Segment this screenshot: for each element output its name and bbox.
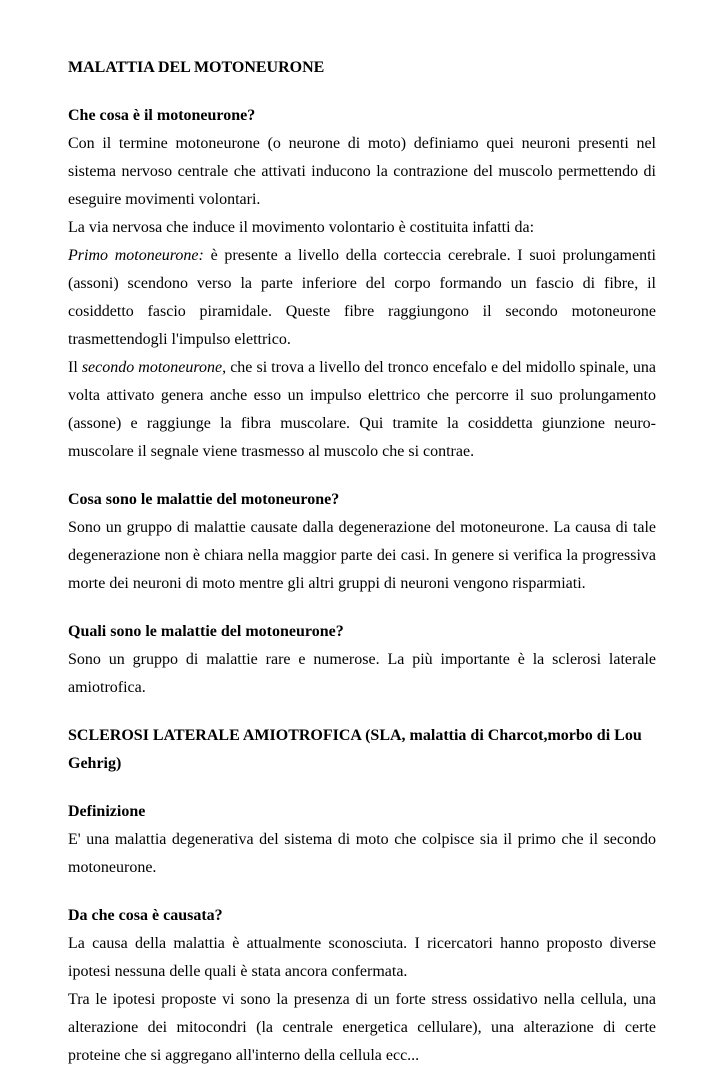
paragraph-motoneuron-definition: Con il termine motoneurone (o neurone di moto) definiamo quei neuroni presenti nel sistema nervoso centrale che attivati inducono la contrazione del muscolo permettendo di eseguire movimenti volontari. xyxy=(68,135,656,208)
text-run: è presente a livello della corteccia cerebrale. I suoi prolungamenti (assoni) scendono verso la parte inferiore del corpo formando un fascio di fibre, il cosiddetto fascio piramidale. Queste fibre raggiungono il secondo motoneurone trasmettendogli l'impulso elettrico. xyxy=(68,247,656,348)
paragraph-first-motoneuron xyxy=(68,242,656,354)
heading-what-causes-it: Da che cosa è causata? xyxy=(68,907,223,924)
paragraph-cause-unknown: La causa della malattia è attualmente sconosciuta. I ricercatori hanno proposto diverse ipotesi nessuna delle quali è stata ancora confermata. xyxy=(68,935,656,980)
paragraph-diseases-description: Sono un gruppo di malattie causate dalla degenerazione del motoneurone. La causa di tale degenerazione non è chiara nella maggior parte dei casi. In genere si verifica la progressiva morte dei neuroni di moto mentre gli altri gruppi di neuroni vengono risparmiati. xyxy=(68,519,656,592)
paragraph-second-motoneuron xyxy=(68,354,656,466)
paragraph-nerve-pathway-intro: La via nervosa che induce il movimento volontario è costituita infatti da: xyxy=(68,219,535,236)
text-run: Il xyxy=(68,359,82,376)
italic-run-secondo-motoneurone: secondo motoneurone xyxy=(81,359,223,376)
paragraph-hypotheses: Tra le ipotesi proposte vi sono la presenza di un forte stress ossidativo nella cellula, una alterazione dei mitocondri (la centrale energetica cellulare), una alterazione di certe proteine che si aggregano all'interno della cellula ecc... xyxy=(68,991,656,1064)
heading-what-is-motoneuron: Che cosa è il motoneurone? xyxy=(68,107,256,124)
heading-sla-title: SCLEROSI LATERALE AMIOTROFICA (SLA, malattia di Charcot,morbo di Lou Gehrig) xyxy=(68,727,642,772)
heading-definition: Definizione xyxy=(68,803,146,820)
text-run: , che si trova a livello del tronco encefalo e del midollo spinale, una volta attivato genera anche esso un impulso elettrico che percorre il suo prolungamento (assone) e raggiunge la fibra muscolare. Qui tramite la cosiddetta giunzione neuro-muscolare il segnale viene trasmesso al muscolo che si contrae. xyxy=(68,359,657,460)
heading-what-are-motoneuron-diseases: Cosa sono le malattie del motoneurone? xyxy=(68,491,340,508)
paragraph-diseases-list: Sono un gruppo di malattie rare e numerose. La più importante è la sclerosi laterale amiotrofica. xyxy=(68,651,656,696)
italic-run-primo-motoneurone: Primo motoneurone: xyxy=(68,247,204,264)
document-title: MALATTIA DEL MOTONEURONE xyxy=(68,59,325,76)
paragraph-sla-definition: E' una malattia degenerativa del sistema di moto che colpisce sia il primo che il secondo motoneurone. xyxy=(68,831,656,876)
heading-which-are-motoneuron-diseases: Quali sono le malattie del motoneurone? xyxy=(68,623,344,640)
